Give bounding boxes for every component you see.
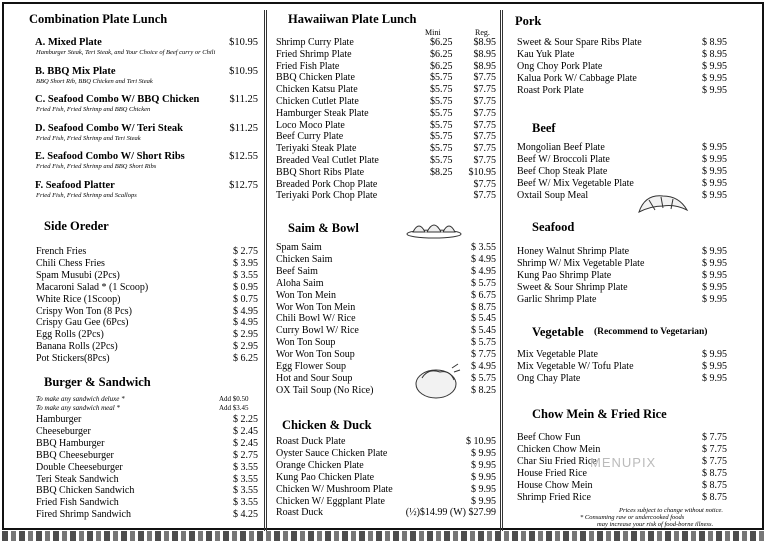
- menu-item-name: Chicken Chow Mein: [517, 443, 601, 455]
- menu-item-price: (½)$14.99 (W) $27.99: [405, 507, 496, 519]
- menu-item-price: $ 6.75: [471, 289, 496, 301]
- menu-item-name: White Rice (1Scoop): [36, 293, 121, 305]
- menu-item: [517, 294, 727, 306]
- combo-plate-name: E. Seafood Combo W/ Short Ribs: [35, 151, 185, 162]
- menu-item: [517, 432, 727, 444]
- menu-item: [517, 349, 727, 361]
- menu-item-mini-price: $5.75: [430, 107, 453, 119]
- menu-item-regular-price: $7.75: [473, 143, 496, 155]
- menu-item-name: BBQ Cheeseburger: [36, 449, 114, 461]
- footnote-raw-food: * Consuming raw or undercooked foods: [580, 514, 685, 521]
- menu-item-price: $ 9.95: [702, 360, 727, 372]
- menu-item-price: $ 9.95: [702, 153, 727, 165]
- menu-item-mini-price: $5.75: [430, 84, 453, 96]
- menu-item-name: Curry Bowl W/ Rice: [276, 325, 359, 337]
- menu-item-name: Roast Duck: [276, 507, 323, 519]
- menu-item-price: $ 8.75: [471, 301, 496, 313]
- menu-item-name: Fried Fish Sandwich: [36, 497, 119, 509]
- menu-item: [517, 282, 727, 294]
- menu-item-name: Loco Moco Plate: [276, 119, 345, 131]
- menu-item-name: Spam Musubi (2Pcs): [36, 269, 120, 281]
- menu-item-regular-price: $7.75: [473, 190, 496, 202]
- section-title-pork: Pork: [515, 14, 542, 28]
- menu-item-price: $ 7.75: [702, 432, 727, 443]
- menu-item-name: Kung Pao Shrimp Plate: [517, 269, 612, 281]
- combo-plate-name: B. BBQ Mix Plate: [35, 66, 116, 77]
- menu-item: [517, 142, 727, 154]
- menu-item-price: $ 3.55: [233, 461, 258, 473]
- menu-item-name: Kalua Pork W/ Cabbage Plate: [517, 72, 637, 84]
- section-title-chicken-duck: Chicken & Duck: [282, 418, 372, 432]
- menu-item-name: Fried Shrimp Plate: [276, 48, 352, 60]
- menu-item-name: Crispy Won Ton (8 Pcs): [36, 305, 132, 317]
- menu-item-price: $ 3.55: [233, 485, 258, 497]
- menu-item-regular-price: $7.75: [473, 178, 496, 190]
- menu-item-price: $ 9.95: [471, 471, 496, 483]
- menu-item-price: $ 9.95: [702, 293, 727, 305]
- menu-item-price: $ 9.95: [471, 459, 496, 471]
- menu-item-price: $ 6.25: [233, 353, 258, 365]
- menu-item-price: $ 3.55: [233, 497, 258, 509]
- menu-item-name: French Fries: [36, 246, 87, 257]
- menu-item-name: Garlic Shrimp Plate: [517, 293, 597, 305]
- combo-plate-description: BBQ Short Rib, BBQ Chicken and Teri Steak: [36, 78, 153, 85]
- menu-item-name: Chicken W/ Eggplant Plate: [276, 495, 385, 507]
- menu-item: [517, 270, 727, 282]
- menu-item-price: $ 0.95: [233, 281, 258, 293]
- menu-item-name: Egg Rolls (2Pcs): [36, 329, 104, 341]
- menu-item-name: Ong Chay Plate: [517, 372, 581, 384]
- menu-item-name: Hamburger Steak Plate: [276, 107, 369, 119]
- combo-plate-price: $11.25: [229, 94, 258, 105]
- menu-item-name: Ong Choy Pork Plate: [517, 60, 603, 72]
- combo-plate-description: Hamburger Steak, Teri Steak, and Your Choice of Beef curry or Chili: [36, 49, 216, 56]
- menu-item-mini-price: $5.75: [430, 72, 453, 84]
- burger-note: To make any sandwich meal *: [36, 404, 120, 412]
- menu-item-name: Wor Won Ton Soup: [276, 349, 355, 361]
- menu-item-price: $ 2.95: [233, 341, 258, 353]
- menu-item-price: $ 2.75: [233, 246, 258, 257]
- menu-item-price: $ 4.95: [471, 265, 496, 277]
- menu-item-name: Chili Chess Fries: [36, 257, 105, 269]
- menu-item-regular-price: $7.75: [473, 84, 496, 96]
- menu-item-price: $ 5.75: [471, 337, 496, 349]
- menu-item-price: $ 3.55: [233, 473, 258, 485]
- menu-item-price: $ 9.95: [702, 372, 727, 384]
- menu-item: [517, 480, 727, 492]
- menu-item-price: $ 2.95: [233, 329, 258, 341]
- menu-item-name: Hot and Sour Soup: [276, 372, 353, 384]
- menu-item-name: Crispy Gau Gee (6Pcs): [36, 317, 129, 329]
- watermark: MENUPIX: [590, 455, 657, 470]
- menu-item-price: $ 5.45: [471, 313, 496, 325]
- menu-item-mini-price: $6.25: [430, 37, 453, 48]
- menu-item-name: Roast Duck Plate: [276, 436, 346, 447]
- menu-item-price: $ 7.75: [702, 443, 727, 455]
- section-title-hawaiian: Hawaiiwan Plate Lunch: [288, 12, 417, 26]
- menu-item-name: Sweet & Sour Spare Ribs Plate: [517, 37, 642, 48]
- menu-item-regular-price: $7.75: [473, 155, 496, 166]
- menu-item: [517, 492, 727, 504]
- menu-item-regular-price: $7.75: [473, 107, 496, 119]
- menu-item-price: $ 5.45: [471, 325, 496, 337]
- menu-item: [517, 49, 727, 61]
- menu-item-regular-price: $7.75: [473, 72, 496, 84]
- combo-plate-description: Fried Fish, Fried Shrimp and BBQ Chicken: [36, 106, 151, 113]
- menu-item-price: $ 4.95: [471, 361, 496, 372]
- combo-plate-name: A. Mixed Plate: [35, 37, 102, 48]
- menu-item-price: $ 2.45: [233, 425, 258, 437]
- menu-item-name: Chili Bowl W/ Rice: [276, 313, 356, 325]
- combo-plate-price: $10.95: [229, 37, 258, 48]
- menu-item-price: $ 4.25: [233, 509, 258, 521]
- menu-item-price: $ 3.55: [471, 242, 496, 253]
- menu-item-name: Honey Walnut Shrimp Plate: [517, 246, 630, 257]
- mini-column-header: Mini: [425, 28, 441, 37]
- menu-item-name: Hamburger: [36, 414, 82, 425]
- menu-item-name: Roast Pork Plate: [517, 84, 584, 96]
- menu-item-name: Mix Vegetable W/ Tofu Plate: [517, 360, 634, 372]
- section-title-side-order: Side Oreder: [44, 219, 109, 233]
- menu-item-price: $ 9.95: [471, 483, 496, 495]
- menu-item-name: Spam Saim: [276, 242, 322, 253]
- section-title-saim-bowl: Saim & Bowl: [288, 221, 359, 235]
- menu-item: [517, 373, 727, 385]
- combo-plate-description: Fried Fish, Fried Shrimp and BBQ Short Ribs: [36, 163, 157, 170]
- menu-item-price: $ 9.95: [702, 349, 727, 360]
- menu-item-mini-price: $6.25: [430, 48, 453, 60]
- footnote-price-change: Prices subject to change without notice.: [619, 507, 723, 514]
- menu-item-name: Fired Shrimp Sandwich: [36, 509, 131, 521]
- combo-plate-price: $12.75: [229, 180, 258, 191]
- menu-item-price: $ 8.75: [702, 467, 727, 479]
- menu-item-price: $ 8.95: [702, 48, 727, 60]
- menu-item-name: BBQ Chicken Sandwich: [36, 485, 135, 497]
- menu-item: [517, 73, 727, 85]
- menu-item: [517, 361, 727, 373]
- menu-item-name: Chicken W/ Mushroom Plate: [276, 483, 393, 495]
- menu-item-price: $ 3.55: [233, 269, 258, 281]
- menu-item-regular-price: $10.95: [468, 166, 496, 178]
- section-title-seafood: Seafood: [532, 220, 575, 234]
- menu-item-name: Chicken Cutlet Plate: [276, 96, 359, 107]
- menu-item-price: $ 2.25: [233, 414, 258, 425]
- combo-plate-name: D. Seafood Combo W/ Teri Steak: [35, 123, 183, 134]
- menu-item: [517, 178, 727, 190]
- menu-item-name: Beef Chop Steak Plate: [517, 165, 608, 177]
- menu-item-price: $ 8.75: [702, 491, 727, 503]
- menu-item-name: Won Ton Soup: [276, 337, 336, 349]
- menu-item-price: $ 4.95: [471, 253, 496, 265]
- menu-item-mini-price: $5.75: [430, 143, 453, 155]
- menu-item-price: $ 9.95: [471, 447, 496, 459]
- menu-item-mini-price: $5.75: [430, 96, 453, 107]
- menu-item-price: $ 9.95: [702, 177, 727, 189]
- menu-item-price: $ 4.95: [233, 305, 258, 317]
- menu-item-price: $ 8.75: [702, 479, 727, 491]
- menu-item-name: Wor Won Ton Mein: [276, 301, 356, 313]
- menu-item-name: Beef W/ Broccoli Plate: [517, 153, 610, 165]
- menu-item-name: Chicken Katsu Plate: [276, 84, 358, 96]
- combo-plate-description: Fried Fish, Fried Shrimp and Scallops: [36, 192, 137, 199]
- menu-item-price: $ 9.95: [702, 165, 727, 177]
- menu-item-name: Char Siu Fried Rice: [517, 455, 597, 467]
- menu-item-price: $ 9.95: [702, 269, 727, 281]
- menu-item-price: $ 9.95: [702, 246, 727, 257]
- combo-plate-name: F. Seafood Platter: [35, 180, 115, 191]
- menu-item-name: Won Ton Mein: [276, 289, 336, 301]
- section-title-beef: Beef: [532, 121, 556, 135]
- menu-item-mini-price: $8.25: [430, 166, 453, 178]
- menu-item-name: Aloha Saim: [276, 277, 324, 289]
- menu-item-name: Cheeseburger: [36, 425, 91, 437]
- menu-item-name: Chicken Saim: [276, 253, 333, 265]
- menu-item-name: Teri Steak Sandwich: [36, 473, 119, 485]
- menu-item-price: $ 5.75: [471, 372, 496, 384]
- menu-item-price: $ 9.95: [702, 60, 727, 72]
- menu-item-name: Fried Fish Plate: [276, 60, 340, 72]
- menu-item-name: Oxtail Soup Meal: [517, 189, 589, 201]
- menu-item-name: Sweet & Sour Shrimp Plate: [517, 281, 628, 293]
- menu-item-name: Shrimp W/ Mix Vegetable Plate: [517, 257, 645, 269]
- section-title-chow-mein: Chow Mein & Fried Rice: [532, 407, 667, 421]
- menu-item: [517, 85, 727, 97]
- menu-item-mini-price: $5.75: [430, 119, 453, 131]
- combo-plate-price: $12.55: [229, 151, 258, 162]
- menu-item: [517, 166, 727, 178]
- vegetable-subtitle: (Recommend to Vegetarian): [594, 327, 708, 337]
- menu-item-price: $ 2.45: [233, 437, 258, 449]
- menu-item-price: $ 7.75: [471, 349, 496, 361]
- menu-item-name: Beef Chow Fun: [517, 432, 581, 443]
- menu-item-price: $ 9.95: [702, 84, 727, 96]
- burger-note-price: Add $3.45: [219, 404, 249, 412]
- combo-plate-price: $10.95: [229, 66, 258, 77]
- menu-item-price: $ 8.95: [702, 37, 727, 48]
- menu-item-regular-price: $7.75: [473, 131, 496, 143]
- combo-plate-price: $11.25: [229, 123, 258, 134]
- menu-item-name: Banana Rolls (2Pcs): [36, 341, 118, 353]
- menu-item: [517, 61, 727, 73]
- menu-item-name: Macaroni Salad * (1 Scoop): [36, 281, 149, 293]
- menu-item-name: Mix Vegetable Plate: [517, 349, 598, 360]
- menu-item-name: House Chow Mein: [517, 479, 593, 491]
- combo-plate-name: C. Seafood Combo W/ BBQ Chicken: [35, 94, 200, 105]
- menu-item-price: $ 7.75: [702, 455, 727, 467]
- menu-item-name: Teriyaki Pork Chop Plate: [276, 190, 378, 202]
- combo-plate-description: Fried Fish, Fried Shrimp and Teri Steak: [36, 135, 141, 142]
- menu-item-price: $ 10.95: [466, 436, 496, 447]
- reg-column-header: Reg.: [475, 28, 490, 37]
- menu-item-name: OX Tail Soup (No Rice): [276, 384, 374, 396]
- menu-item-name: House Fried Rice: [517, 467, 587, 479]
- menu-item-name: Beef W/ Mix Vegetable Plate: [517, 177, 634, 189]
- menu-item-price: $ 3.95: [233, 257, 258, 269]
- menu-item-name: Beef Saim: [276, 265, 318, 277]
- menu-item-price: $ 9.95: [702, 142, 727, 153]
- menu-item-name: Kau Yuk Plate: [517, 48, 575, 60]
- menu-item-price: $ 2.75: [233, 449, 258, 461]
- menu-item-price: $ 8.25: [471, 384, 496, 396]
- menu-item: [517, 37, 727, 49]
- menu-item-price: $ 9.95: [702, 281, 727, 293]
- menu-item-name: Kung Pao Chicken Plate: [276, 471, 375, 483]
- menu-item-name: Egg Flower Soup: [276, 361, 346, 372]
- section-title-combination: Combination Plate Lunch: [29, 12, 168, 26]
- menu-item-mini-price: $5.75: [430, 131, 453, 143]
- menu-item-regular-price: $7.75: [473, 119, 496, 131]
- menu-item-regular-price: $7.75: [473, 96, 496, 107]
- menu-item-name: Orange Chicken Plate: [276, 459, 364, 471]
- menu-item-name: Pot Stickers(8Pcs): [36, 353, 110, 365]
- menu-item: [517, 154, 727, 166]
- section-title-burger: Burger & Sandwich: [44, 375, 151, 389]
- menu-item-price: $ 9.95: [702, 72, 727, 84]
- menu-item-name: Double Cheeseburger: [36, 461, 123, 473]
- menu-item-name: Breaded Veal Cutlet Plate: [276, 155, 379, 166]
- menu-item-regular-price: $8.95: [473, 60, 496, 72]
- menu-item-name: Shrimp Curry Plate: [276, 37, 354, 48]
- menu-item-regular-price: $8.95: [473, 48, 496, 60]
- menu-item-name: Oyster Sauce Chicken Plate: [276, 447, 388, 459]
- menu-item-name: BBQ Chicken Plate: [276, 72, 355, 84]
- menu-item: [517, 190, 727, 202]
- menu-item-price: $ 0.75: [233, 293, 258, 305]
- menu-item-name: BBQ Hamburger: [36, 437, 105, 449]
- burger-note-price: Add $0.50: [219, 395, 249, 403]
- menu-item-mini-price: $5.75: [430, 155, 453, 166]
- burger-note: To make any sandwich deluxe *: [36, 395, 125, 403]
- menu-item-price: $ 4.95: [233, 317, 258, 329]
- menu-item-price: $ 5.75: [471, 277, 496, 289]
- menu-item-price: $ 9.95: [471, 495, 496, 507]
- footnote-illness: may increase your risk of food-borne illness.: [597, 521, 714, 528]
- menu-item-mini-price: $6.25: [430, 60, 453, 72]
- menu-item: [517, 246, 727, 258]
- menu-item-name: Shrimp Fried Rice: [517, 491, 591, 503]
- menu-item-price: $ 9.95: [702, 257, 727, 269]
- menu-item: [517, 258, 727, 270]
- menu-item-price: $ 9.95: [702, 189, 727, 201]
- menu-item-regular-price: $8.95: [473, 37, 496, 48]
- menu-item-name: Breaded Pork Chop Plate: [276, 178, 378, 190]
- menu-item-name: BBQ Short Ribs Plate: [276, 166, 365, 178]
- section-title-vegetable: Vegetable: [532, 325, 584, 339]
- menu-item-name: Beef Curry Plate: [276, 131, 344, 143]
- menu-item-name: Teriyaki Steak Plate: [276, 143, 357, 155]
- menu-item-name: Mongolian Beef Plate: [517, 142, 605, 153]
